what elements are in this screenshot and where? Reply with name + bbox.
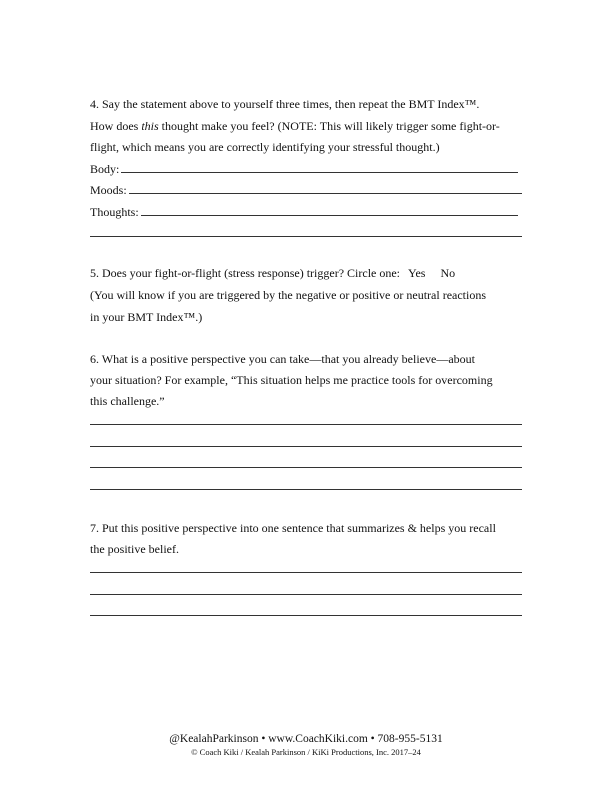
q4-extra-answer-line[interactable] — [90, 236, 522, 237]
footer-copyright: © Coach Kiki / Kealah Parkinson / KiKi Productions, Inc. 2017–24 — [191, 747, 421, 757]
q5-line-1 — [90, 266, 522, 280]
q6-answer-line[interactable] — [90, 489, 522, 490]
q7-line-2: the positive belief. — [90, 542, 179, 556]
q6-answer-line[interactable] — [90, 424, 522, 425]
no-option[interactable]: No — [440, 266, 456, 280]
q4-line-1: 4. Say the statement above to yourself three times, then repeat the BMT Index™. — [90, 97, 480, 111]
q7-line-1: 7. Put this positive perspective into one sentence that summarizes & helps you recall — [90, 521, 496, 535]
q5-question: 5. Does your fight-or-flight (stress response) trigger? Circle one: — [90, 266, 401, 280]
q7-answer-line[interactable] — [90, 615, 522, 616]
q4-line-2-emphasis: this — [141, 119, 159, 133]
footer-contact: @KealahParkinson • www.CoachKiki.com • 708-955-5131 — [169, 733, 443, 745]
q5-line-2: (You will know if you are triggered by the negative or positive or neutral reactions — [90, 288, 487, 302]
q7-answer-line[interactable] — [90, 594, 522, 595]
moods-answer-line[interactable] — [129, 193, 522, 194]
body-label: Body: — [90, 162, 120, 176]
q4-line-2 — [90, 119, 522, 133]
thoughts-answer-field[interactable] — [90, 205, 518, 219]
q4-line-2-post: thought make you feel? (NOTE: This will likely trigger some fight-or- — [158, 119, 500, 133]
yes-option[interactable]: Yes — [408, 266, 426, 280]
q6-line-3: this challenge.” — [90, 394, 165, 408]
body-answer-line[interactable] — [121, 172, 518, 173]
q5-line-3: in your BMT Index™.) — [90, 310, 203, 324]
q6-line-2: your situation? For example, “This situation helps me practice tools for overcoming — [90, 373, 493, 387]
q6-answer-line[interactable] — [90, 467, 522, 468]
q6-answer-line[interactable] — [90, 446, 522, 447]
moods-answer-field[interactable] — [90, 183, 522, 197]
q4-line-3: flight, which means you are correctly identifying your stressful thought.) — [90, 140, 440, 154]
q7-answer-line[interactable] — [90, 572, 522, 573]
q6-line-1: 6. What is a positive perspective you can take—that you already believe—about — [90, 352, 475, 366]
q4-line-2-pre: How does — [90, 119, 142, 133]
body-answer-field[interactable] — [90, 162, 518, 176]
thoughts-answer-line[interactable] — [141, 215, 518, 216]
moods-label: Moods: — [90, 183, 127, 197]
thoughts-label: Thoughts: — [90, 205, 139, 219]
